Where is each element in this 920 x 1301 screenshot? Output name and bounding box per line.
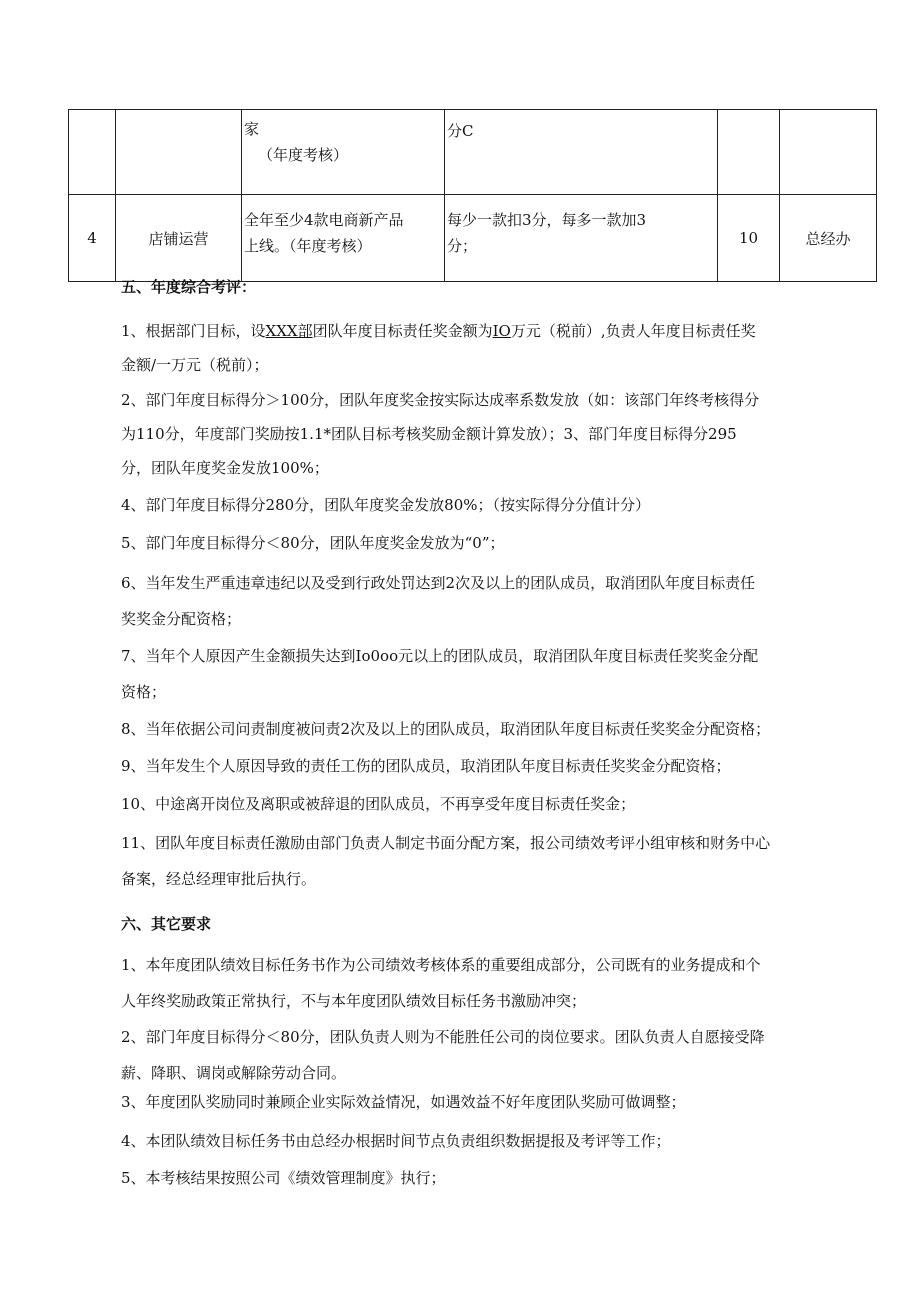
desc-line: 家: [244, 120, 260, 138]
s5-paragraph-8: 8、当年依据公司问责制度被问责2次及以上的团队成员，取消团队年度目标责任奖奖金分配资格；: [121, 720, 771, 738]
table-row: [69, 110, 877, 195]
cell-score: [718, 110, 780, 195]
cell-item: 店铺运营: [116, 195, 242, 282]
s5-paragraph-9: 9、当年发生个人原因导致的责任工伤的团队成员，取消团队年度目标责任奖奖金分配资格；: [121, 757, 731, 775]
paragraph-line: 分，团队年度奖金发放100%；: [121, 459, 329, 477]
s5-paragraph-4: 4、部门年度目标得分280分，团队年度奖金发放80%；（按实际得分分值计分）: [121, 496, 651, 514]
s5-paragraph-7: [121, 638, 758, 710]
s5-paragraph-2: [121, 383, 759, 485]
paragraph-line: 奖奖金分配资格；: [121, 610, 242, 628]
s5-paragraph-5: 5、部门年度目标得分＜80分，团队年度奖金发放为“0”；: [121, 534, 505, 552]
cell-desc: [242, 195, 445, 282]
paragraph-line: 为110分，年度部门奖励按1.1*团队目标考核奖励金额计算发放）；3、部门年度目标得分295: [121, 425, 737, 443]
paragraph-line: 2、部门年度目标得分＞100分，团队年度奖金按实际达成率系数发放（如：该部门年终考核得分: [121, 391, 760, 409]
s5-paragraph-6: [121, 565, 755, 637]
s6-paragraph-4: 4、本团队绩效目标任务书由总经办根据时间节点负责组织数据提报及考评等工作；: [121, 1132, 671, 1150]
section-5-title: 五、年度综合考评：: [121, 278, 257, 296]
goals-table: [68, 109, 877, 282]
paragraph-line: 备案，经总经理审批后执行。: [121, 870, 317, 888]
cell-no: 4: [69, 195, 116, 282]
cell-owner: [780, 110, 877, 195]
cell-rule: [445, 110, 718, 195]
s5-paragraph-1: [121, 314, 756, 382]
paragraph-line: 2、部门年度目标得分＜80分，团队负责人则为不能胜任公司的岗位要求。团队负责人自愿接受降: [121, 1028, 765, 1046]
paragraph-line: 1、根据部门目标，设XXX部团队年度目标责任奖金额为IO万元（税前）,负责人年度目标责任奖: [121, 322, 756, 340]
cell-rule: [445, 195, 718, 282]
s6-paragraph-1: [121, 947, 761, 1019]
paragraph-line: 11、团队年度目标责任激励由部门负责人制定书面分配方案，报公司绩效考评小组审核和财务中心: [121, 834, 771, 852]
paragraph-line: 薪、降职、调岗或解除劳动合同。: [121, 1064, 347, 1082]
desc-line: 全年至少4款电商新产品: [244, 211, 404, 229]
s6-paragraph-2: [121, 1019, 765, 1091]
section-6-title: 六、其它要求: [121, 915, 212, 933]
cell-desc: [242, 110, 445, 195]
paragraph-line: 金额/一万元（税前）；: [121, 356, 269, 374]
desc-line: 上线。（年度考核）: [244, 237, 372, 255]
cell-no: [69, 110, 116, 195]
bonus-amount: IO: [492, 322, 511, 340]
s6-paragraph-5: 5、本考核结果按照公司《绩效管理制度》执行；: [121, 1169, 446, 1187]
paragraph-line: 1、本年度团队绩效目标任务书作为公司绩效考核体系的重要组成部分，公司既有的业务提成和个: [121, 956, 761, 974]
rule-text: 分C: [447, 122, 474, 140]
s6-paragraph-3: 3、年度团队奖励同时兼顾企业实际效益情况，如遇效益不好年度团队奖励可做调整；: [121, 1093, 686, 1111]
dept-name: XXX部: [265, 322, 313, 340]
cell-score: 10: [718, 195, 780, 282]
paragraph-line: 6、当年发生严重违章违纪以及受到行政处罚达到2次及以上的团队成员，取消团队年度目标责任: [121, 574, 756, 592]
paragraph-line: 人年终奖励政策正常执行，不与本年度团队绩效目标任务书激励冲突；: [121, 992, 587, 1010]
cell-owner: 总经办: [780, 195, 877, 282]
paragraph-line: 资格；: [121, 683, 167, 701]
rule-line: 分；: [447, 237, 478, 255]
s5-paragraph-11: [121, 825, 770, 897]
cell-item: [116, 110, 242, 195]
table-row: [69, 195, 877, 282]
paragraph-line: 7、当年个人原因产生金额损失达到Io0oo元以上的团队成员，取消团队年度目标责任奖奖金分配: [121, 647, 759, 665]
desc-line: （年度考核）: [258, 146, 349, 164]
s5-paragraph-10: 10、中途离开岗位及离职或被辞退的团队成员，不再享受年度目标责任奖金；: [121, 795, 636, 813]
rule-line: 每少一款扣3分，每多一款加3: [447, 211, 647, 229]
